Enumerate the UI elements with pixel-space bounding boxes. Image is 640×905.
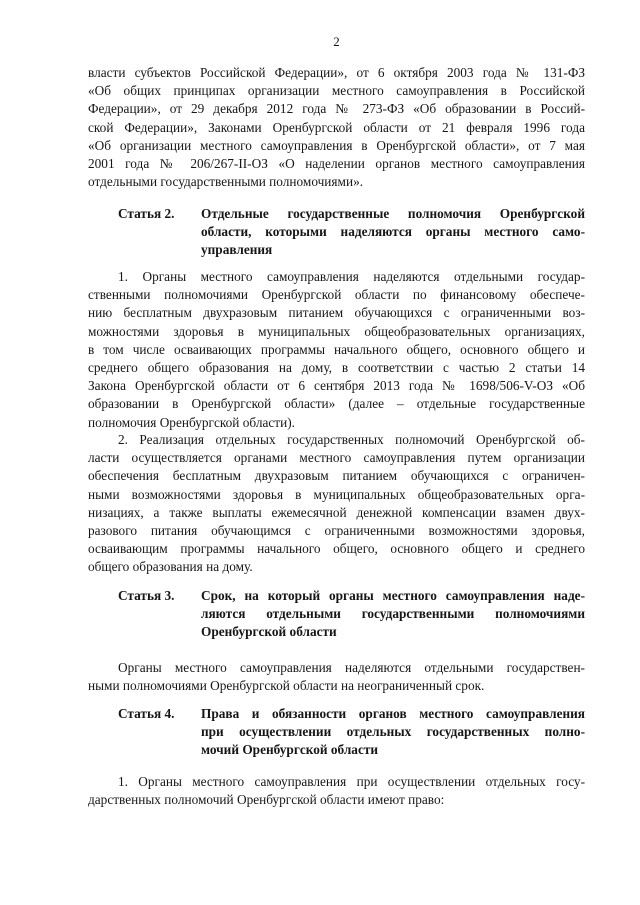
article-title bbox=[201, 587, 585, 642]
title-line: Оренбургской области bbox=[201, 624, 337, 640]
text-line: образовании в Оренбургской области» (далее – отдельные государственные bbox=[88, 396, 585, 412]
text-line: обеспечения бесплатным двухразовым питанием обучающихся с ограничен- bbox=[88, 468, 585, 484]
article-title bbox=[201, 705, 585, 760]
text-line: среднего общего образования на дому, в соответствии с частью 2 статьи 14 bbox=[88, 360, 585, 376]
title-line: Права и обязанности органов местного самоуправления bbox=[201, 706, 585, 721]
text-line: низациях, а также выплаты ежемесячной денежной компенсации взамен двух- bbox=[88, 504, 585, 520]
text-line: ственными полномочиями Оренбургской области по финансовому обеспече- bbox=[88, 287, 585, 303]
text-line: ными возможностями здоровья в муниципальных общеобразовательных орга- bbox=[88, 486, 585, 502]
article-label: Статья 4. bbox=[118, 706, 175, 721]
article-label: Статья 2. bbox=[118, 206, 175, 221]
text-line: полномочия Оренбургской области). bbox=[88, 414, 295, 430]
text-line: власти субъектов Российской Федерации», от 6 октября 2003 года № 131-ФЗ bbox=[88, 65, 585, 80]
text-line: разового питания обучающимся с ограниченными возможностями здоровья, bbox=[88, 523, 585, 539]
article-2-paragraph-2 bbox=[88, 431, 585, 577]
text-line: отдельными государственными полномочиями». bbox=[88, 174, 364, 190]
text-line: 2. Реализация отдельных государственных полномочий Оренбургской об- bbox=[118, 432, 585, 447]
text-line: Органы местного самоуправления наделяются отдельными государствен- bbox=[118, 660, 585, 675]
text-line: дарственных полномочий Оренбургской области имеют право: bbox=[88, 792, 445, 808]
text-line: 2001 года № 206/267-II-ОЗ «О наделении органов местного самоуправления bbox=[88, 156, 585, 172]
title-line: Отдельные государственные полномочия Оренбургской bbox=[201, 206, 585, 221]
text-line: ской Федерации», Законами Оренбургской области от 21 февраля 1996 года bbox=[88, 119, 585, 135]
text-line: 1. Органы местного самоуправления наделяются отдельными государ- bbox=[118, 269, 585, 284]
text-line: Закона Оренбургской области от 6 сентября 2013 года № 1698/506-V-ОЗ «Об bbox=[88, 378, 585, 394]
page-number: 2 bbox=[333, 34, 340, 49]
text-line: осваивающим программы начального общего, основного общего и среднего bbox=[88, 541, 585, 557]
article-4-paragraph-1 bbox=[88, 773, 585, 809]
text-line: Федерации», от 29 декабря 2012 года № 273-ФЗ «Об образовании в Россий- bbox=[88, 101, 585, 117]
text-line: «Об организации местного самоуправления в Оренбургской области», от 7 мая bbox=[88, 137, 585, 153]
intro-paragraph bbox=[88, 64, 585, 191]
title-line: управления bbox=[201, 242, 273, 258]
text-line: нию бесплатным двухразовым питанием обучающихся с ограниченными воз- bbox=[88, 305, 585, 321]
title-line: мочий Оренбургской области bbox=[201, 742, 379, 758]
text-line: можностями здоровья в муниципальных общеобразовательных организациях, bbox=[88, 323, 585, 339]
article-2-paragraph-1 bbox=[88, 268, 585, 432]
article-title bbox=[201, 205, 585, 260]
title-line: области, которыми наделяются органы местного само- bbox=[201, 224, 585, 240]
text-line: ласти осуществляется органами местного самоуправления путем организации bbox=[88, 450, 585, 466]
text-line: общего образования на дому. bbox=[88, 559, 253, 575]
article-3-paragraph-1 bbox=[88, 659, 585, 695]
text-line: «Об общих принципах организации местного самоуправления в Российской bbox=[88, 83, 585, 99]
title-line: ляются отдельными государственными полномочиями bbox=[201, 606, 585, 622]
title-line: при осуществлении отдельных государственных полно- bbox=[201, 724, 585, 740]
article-label: Статья 3. bbox=[118, 588, 175, 603]
title-line: Срок, на который органы местного самоуправления наде- bbox=[201, 588, 585, 603]
text-line: 1. Органы местного самоуправления при осуществлении отдельных госу- bbox=[118, 774, 585, 789]
text-line: ными полномочиями Оренбургской области на неограниченный срок. bbox=[88, 678, 485, 694]
text-line: в том числе осваивающих программы начального общего, основного общего и bbox=[88, 341, 585, 357]
